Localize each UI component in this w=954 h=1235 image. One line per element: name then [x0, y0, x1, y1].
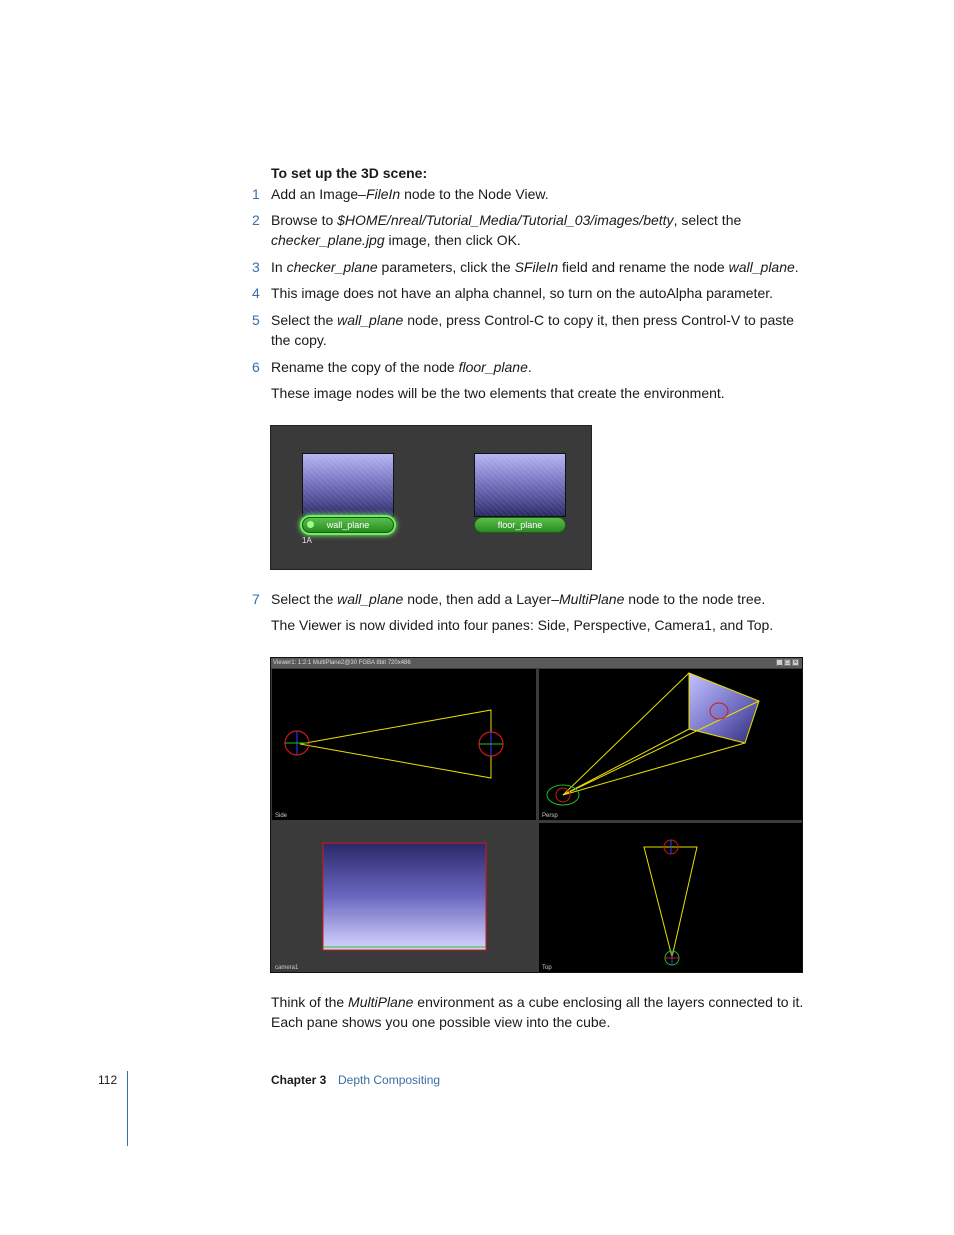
pane-label: camera1 [275, 965, 299, 971]
step-3: 3 In checker_plane parameters, click the SFileIn field and rename the node wall_plane. [252, 259, 799, 275]
step-number: 4 [252, 285, 260, 301]
pane-label: Top [542, 965, 552, 971]
footer-rule [127, 1071, 128, 1146]
top-view-drawing [539, 823, 802, 972]
closing-paragraph: Think of the MultiPlane environment as a cube enclosing all the layers connected to it. Each pane shows you one possible view into the cube. [271, 994, 804, 1030]
node-number: 1A [302, 536, 312, 545]
step-1: 1 Add an Image–FileIn node to the Node View. [252, 186, 549, 202]
top-pane [539, 823, 802, 972]
camera-pane [272, 823, 536, 972]
camera-view-drawing [272, 823, 536, 972]
close-icon: × [793, 660, 798, 666]
procedure-heading: To set up the 3D scene: [271, 165, 428, 181]
perspective-pane [539, 669, 802, 820]
step-2: 2 Browse to $HOME/nreal/Tutorial_Media/Tutorial_03/images/betty, select the checker_plane.jpg image, then click OK. [252, 212, 742, 248]
note-after-step-7: The Viewer is now divided into four panes: Side, Perspective, Camera1, and Top. [271, 617, 774, 633]
floor-plane-thumbnail [474, 453, 566, 517]
node-status-icon [307, 521, 314, 528]
chapter-title: Depth Compositing [338, 1073, 441, 1087]
viewer-figure [270, 657, 803, 973]
step-number: 1 [252, 186, 260, 202]
step-number: 7 [252, 591, 260, 607]
side-pane [272, 669, 536, 820]
step-number: 5 [252, 312, 260, 328]
maximize-icon: □ [785, 660, 790, 666]
step-5: 5 Select the wall_plane node, press Control-C to copy it, then press Control-V to paste the copy. [252, 312, 794, 348]
minimize-icon: _ [777, 660, 782, 666]
step-6: 6 Rename the copy of the node floor_plane. [252, 359, 532, 375]
step-number: 2 [252, 212, 260, 228]
step-7: 7 Select the wall_plane node, then add a Layer–MultiPlane node to the node tree. [252, 591, 766, 607]
pane-label: Side [275, 813, 288, 819]
chapter-label: Chapter 3 [271, 1073, 327, 1087]
step-4: 4 This image does not have an alpha channel, so turn on the autoAlpha parameter. [252, 285, 774, 301]
note-after-step-6: These image nodes will be the two elements that create the environment. [271, 385, 725, 401]
node-view-figure [270, 425, 592, 570]
wall-plane-thumbnail [302, 453, 394, 517]
page-number: 112 [98, 1073, 118, 1087]
step-number: 3 [252, 259, 260, 275]
step-number: 6 [252, 359, 260, 375]
viewer-title-bar: Viewer1: 1:2:1 MultiPlane2@30 FGBA 8bit 720x486 [271, 658, 802, 668]
floor-plane-node: floor_plane [474, 517, 566, 533]
wall-plane-node: wall_plane [302, 517, 394, 533]
pane-label: Persp [542, 813, 558, 819]
perspective-view-drawing [539, 669, 802, 820]
side-view-drawing [272, 669, 536, 820]
